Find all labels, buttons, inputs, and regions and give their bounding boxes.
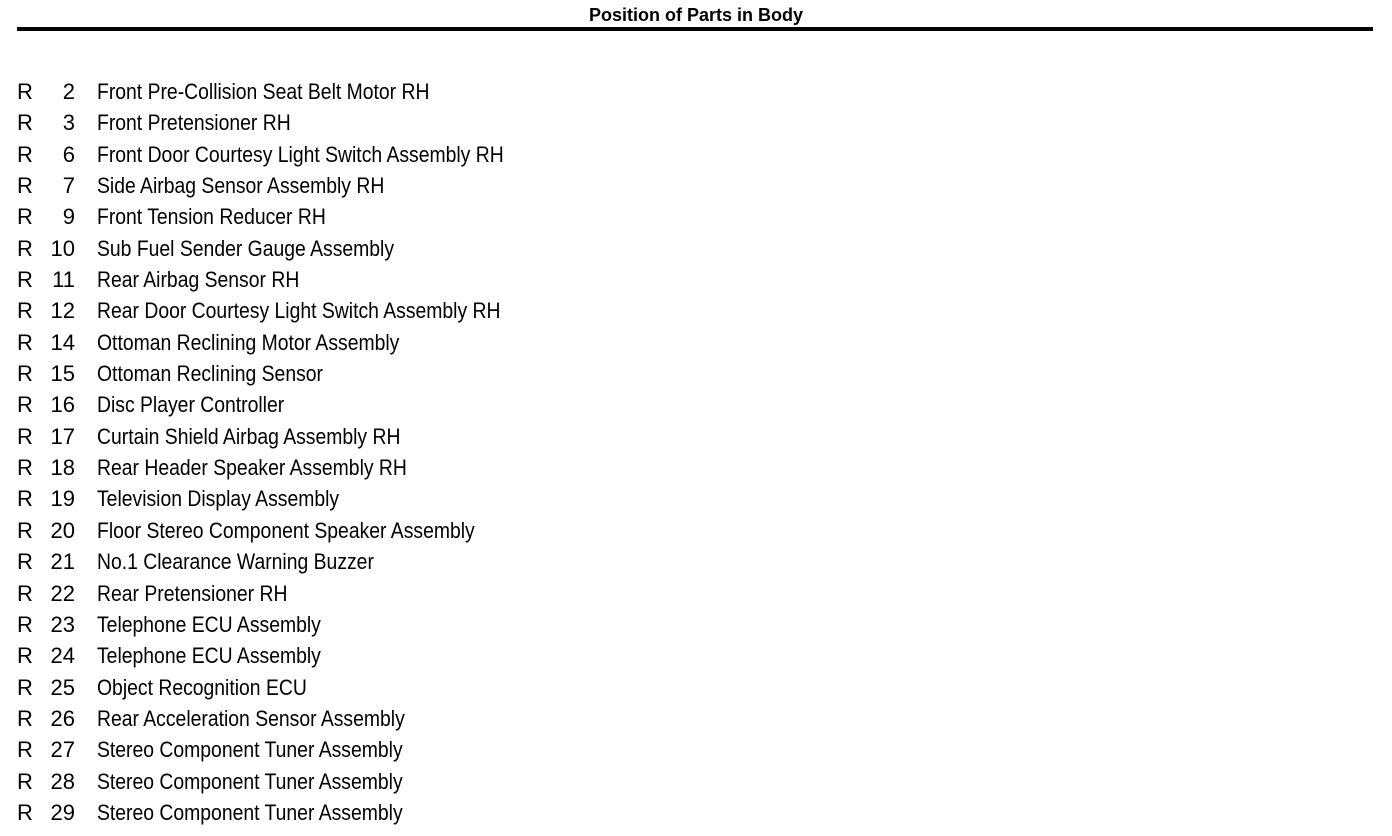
part-code-number: 7 (62, 173, 75, 199)
part-code-letter: R (17, 298, 33, 324)
part-row (0, 766, 1392, 797)
part-row (0, 609, 1392, 640)
part-name: Stereo Component Tuner Assembly (97, 737, 403, 763)
part-code-letter: R (17, 392, 33, 418)
part-code-number: 17 (50, 423, 75, 449)
part-row (0, 201, 1392, 232)
part-name: Stereo Component Tuner Assembly (97, 768, 403, 794)
part-row (0, 139, 1392, 170)
part-code-letter: R (17, 204, 33, 230)
part-code-letter: R (17, 517, 33, 543)
part-name: Front Door Courtesy Light Switch Assembly RH (97, 141, 504, 167)
part-code-number: 29 (50, 799, 75, 825)
part-code-letter: R (17, 674, 33, 700)
part-code-letter: R (17, 361, 33, 387)
part-name: Rear Header Speaker Assembly RH (97, 455, 407, 481)
part-code-number: 14 (50, 329, 75, 355)
part-row (0, 452, 1392, 483)
part-row (0, 515, 1392, 546)
part-code-letter: R (17, 799, 33, 825)
part-code-letter: R (17, 235, 33, 261)
part-code-number: 6 (62, 141, 75, 167)
part-code-letter: R (17, 110, 33, 136)
page-title: Position of Parts in Body (588, 5, 803, 25)
part-row (0, 295, 1392, 326)
part-name: Object Recognition ECU (97, 674, 307, 700)
part-code-letter: R (17, 455, 33, 481)
part-row (0, 327, 1392, 358)
part-code-number: 2 (62, 79, 75, 104)
part-code-number: 21 (50, 549, 75, 575)
part-code-letter: R (17, 141, 33, 167)
part-name: Floor Stereo Component Speaker Assembly (97, 517, 475, 543)
part-name: Ottoman Reclining Motor Assembly (97, 329, 400, 355)
part-name: Side Airbag Sensor Assembly RH (97, 173, 385, 199)
part-name: Disc Player Controller (97, 392, 285, 418)
part-code-letter: R (17, 580, 33, 606)
part-code-number: 28 (50, 768, 75, 794)
part-name: Curtain Shield Airbag Assembly RH (97, 423, 401, 449)
part-name: Telephone ECU Assembly (97, 611, 321, 637)
part-code-letter: R (17, 329, 33, 355)
part-code-number: 20 (50, 517, 75, 543)
part-row (0, 734, 1392, 765)
part-row (0, 421, 1392, 452)
part-name: Telephone ECU Assembly (97, 643, 321, 669)
part-code-number: 16 (50, 392, 75, 418)
part-row (0, 76, 1392, 107)
part-name: Rear Door Courtesy Light Switch Assembly RH (97, 298, 501, 324)
part-code-number: 22 (50, 580, 75, 606)
part-code-number: 3 (62, 110, 75, 136)
part-name: Rear Airbag Sensor RH (97, 267, 300, 293)
part-row (0, 233, 1392, 264)
part-name: Television Display Assembly (97, 486, 340, 512)
part-code-letter: R (17, 643, 33, 669)
part-row (0, 797, 1392, 828)
part-code-number: 12 (50, 298, 75, 324)
part-code-letter: R (17, 267, 33, 293)
part-code-letter: R (17, 423, 33, 449)
part-row (0, 703, 1392, 734)
part-row (0, 170, 1392, 201)
part-code-letter: R (17, 549, 33, 575)
part-row (0, 264, 1392, 295)
title-divider (17, 27, 1373, 31)
part-code-number: 10 (50, 235, 75, 261)
part-name: No.1 Clearance Warning Buzzer (97, 549, 374, 575)
part-row (0, 578, 1392, 609)
part-row (0, 358, 1392, 389)
part-code-number: 27 (50, 737, 75, 763)
part-code-number: 15 (50, 361, 75, 387)
part-row (0, 546, 1392, 577)
part-code-letter: R (17, 737, 33, 763)
part-code-number: 26 (50, 705, 75, 731)
part-row (0, 640, 1392, 671)
part-code-letter: R (17, 173, 33, 199)
part-code-number: 23 (50, 611, 75, 637)
part-name: Front Pre-Collision Seat Belt Motor RH (97, 79, 430, 104)
part-name: Front Tension Reducer RH (97, 204, 326, 230)
part-name: Rear Acceleration Sensor Assembly (97, 705, 405, 731)
part-code-number: 19 (50, 486, 75, 512)
part-code-letter: R (17, 768, 33, 794)
part-code-letter: R (17, 79, 33, 104)
part-name: Rear Pretensioner RH (97, 580, 288, 606)
part-code-number: 25 (50, 674, 75, 700)
part-name: Sub Fuel Sender Gauge Assembly (97, 235, 395, 261)
part-name: Stereo Component Tuner Assembly (97, 799, 403, 825)
part-row (0, 389, 1392, 420)
part-code-number: 18 (50, 455, 75, 481)
part-code-number: 11 (52, 267, 75, 293)
part-code-letter: R (17, 611, 33, 637)
part-row (0, 483, 1392, 514)
parts-list (0, 76, 1392, 828)
part-name: Front Pretensioner RH (97, 110, 291, 136)
part-code-number: 9 (62, 204, 75, 230)
part-name: Ottoman Reclining Sensor (97, 361, 323, 387)
part-code-letter: R (17, 705, 33, 731)
part-code-letter: R (17, 486, 33, 512)
part-row (0, 672, 1392, 703)
part-row (0, 107, 1392, 138)
part-code-number: 24 (50, 643, 75, 669)
